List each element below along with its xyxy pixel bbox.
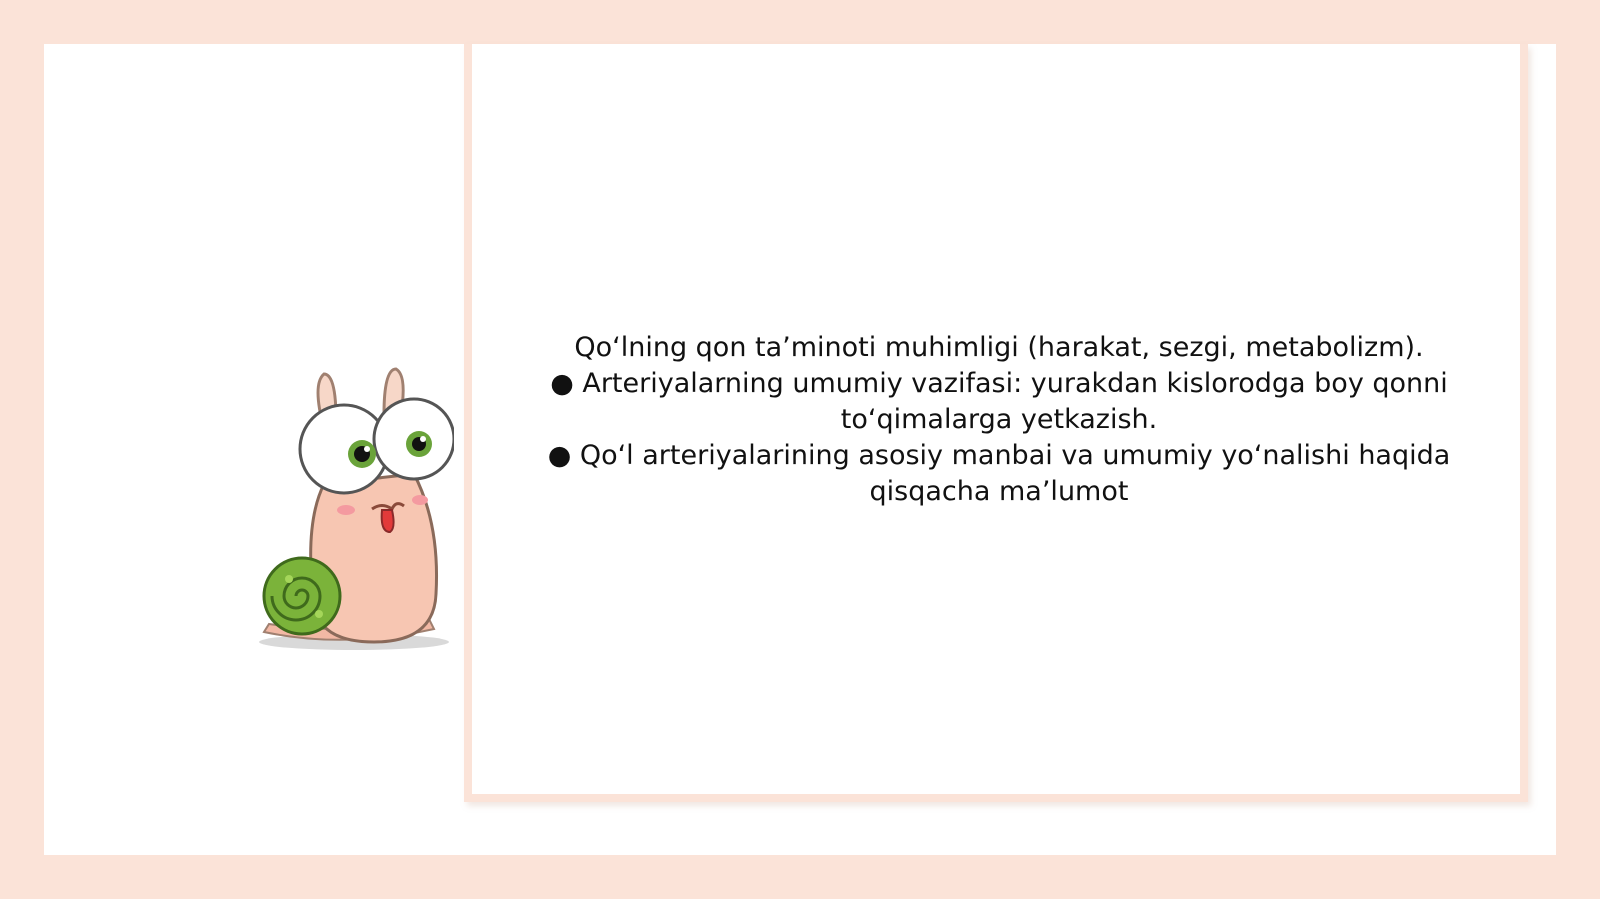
- slide-canvas: [44, 44, 1556, 855]
- slide-text: [524, 330, 1474, 510]
- bullet-arteries-source: ● Qo‘l arteriyalarining asosiy manbai va umumiy yo‘nalishi haqida qisqacha ma’lumot: [547, 440, 1451, 507]
- bullet-arteries-function: ● Arteriyalarning umumiy vazifasi: yurakdan kislorodga boy qonni to‘qimalarga yetkazish.: [550, 368, 1448, 435]
- snail-cartoon-icon: [224, 324, 454, 664]
- intro-line: Qo‘lning qon ta’minoti muhimligi (harakat, sezgi, metabolizm).: [574, 332, 1424, 363]
